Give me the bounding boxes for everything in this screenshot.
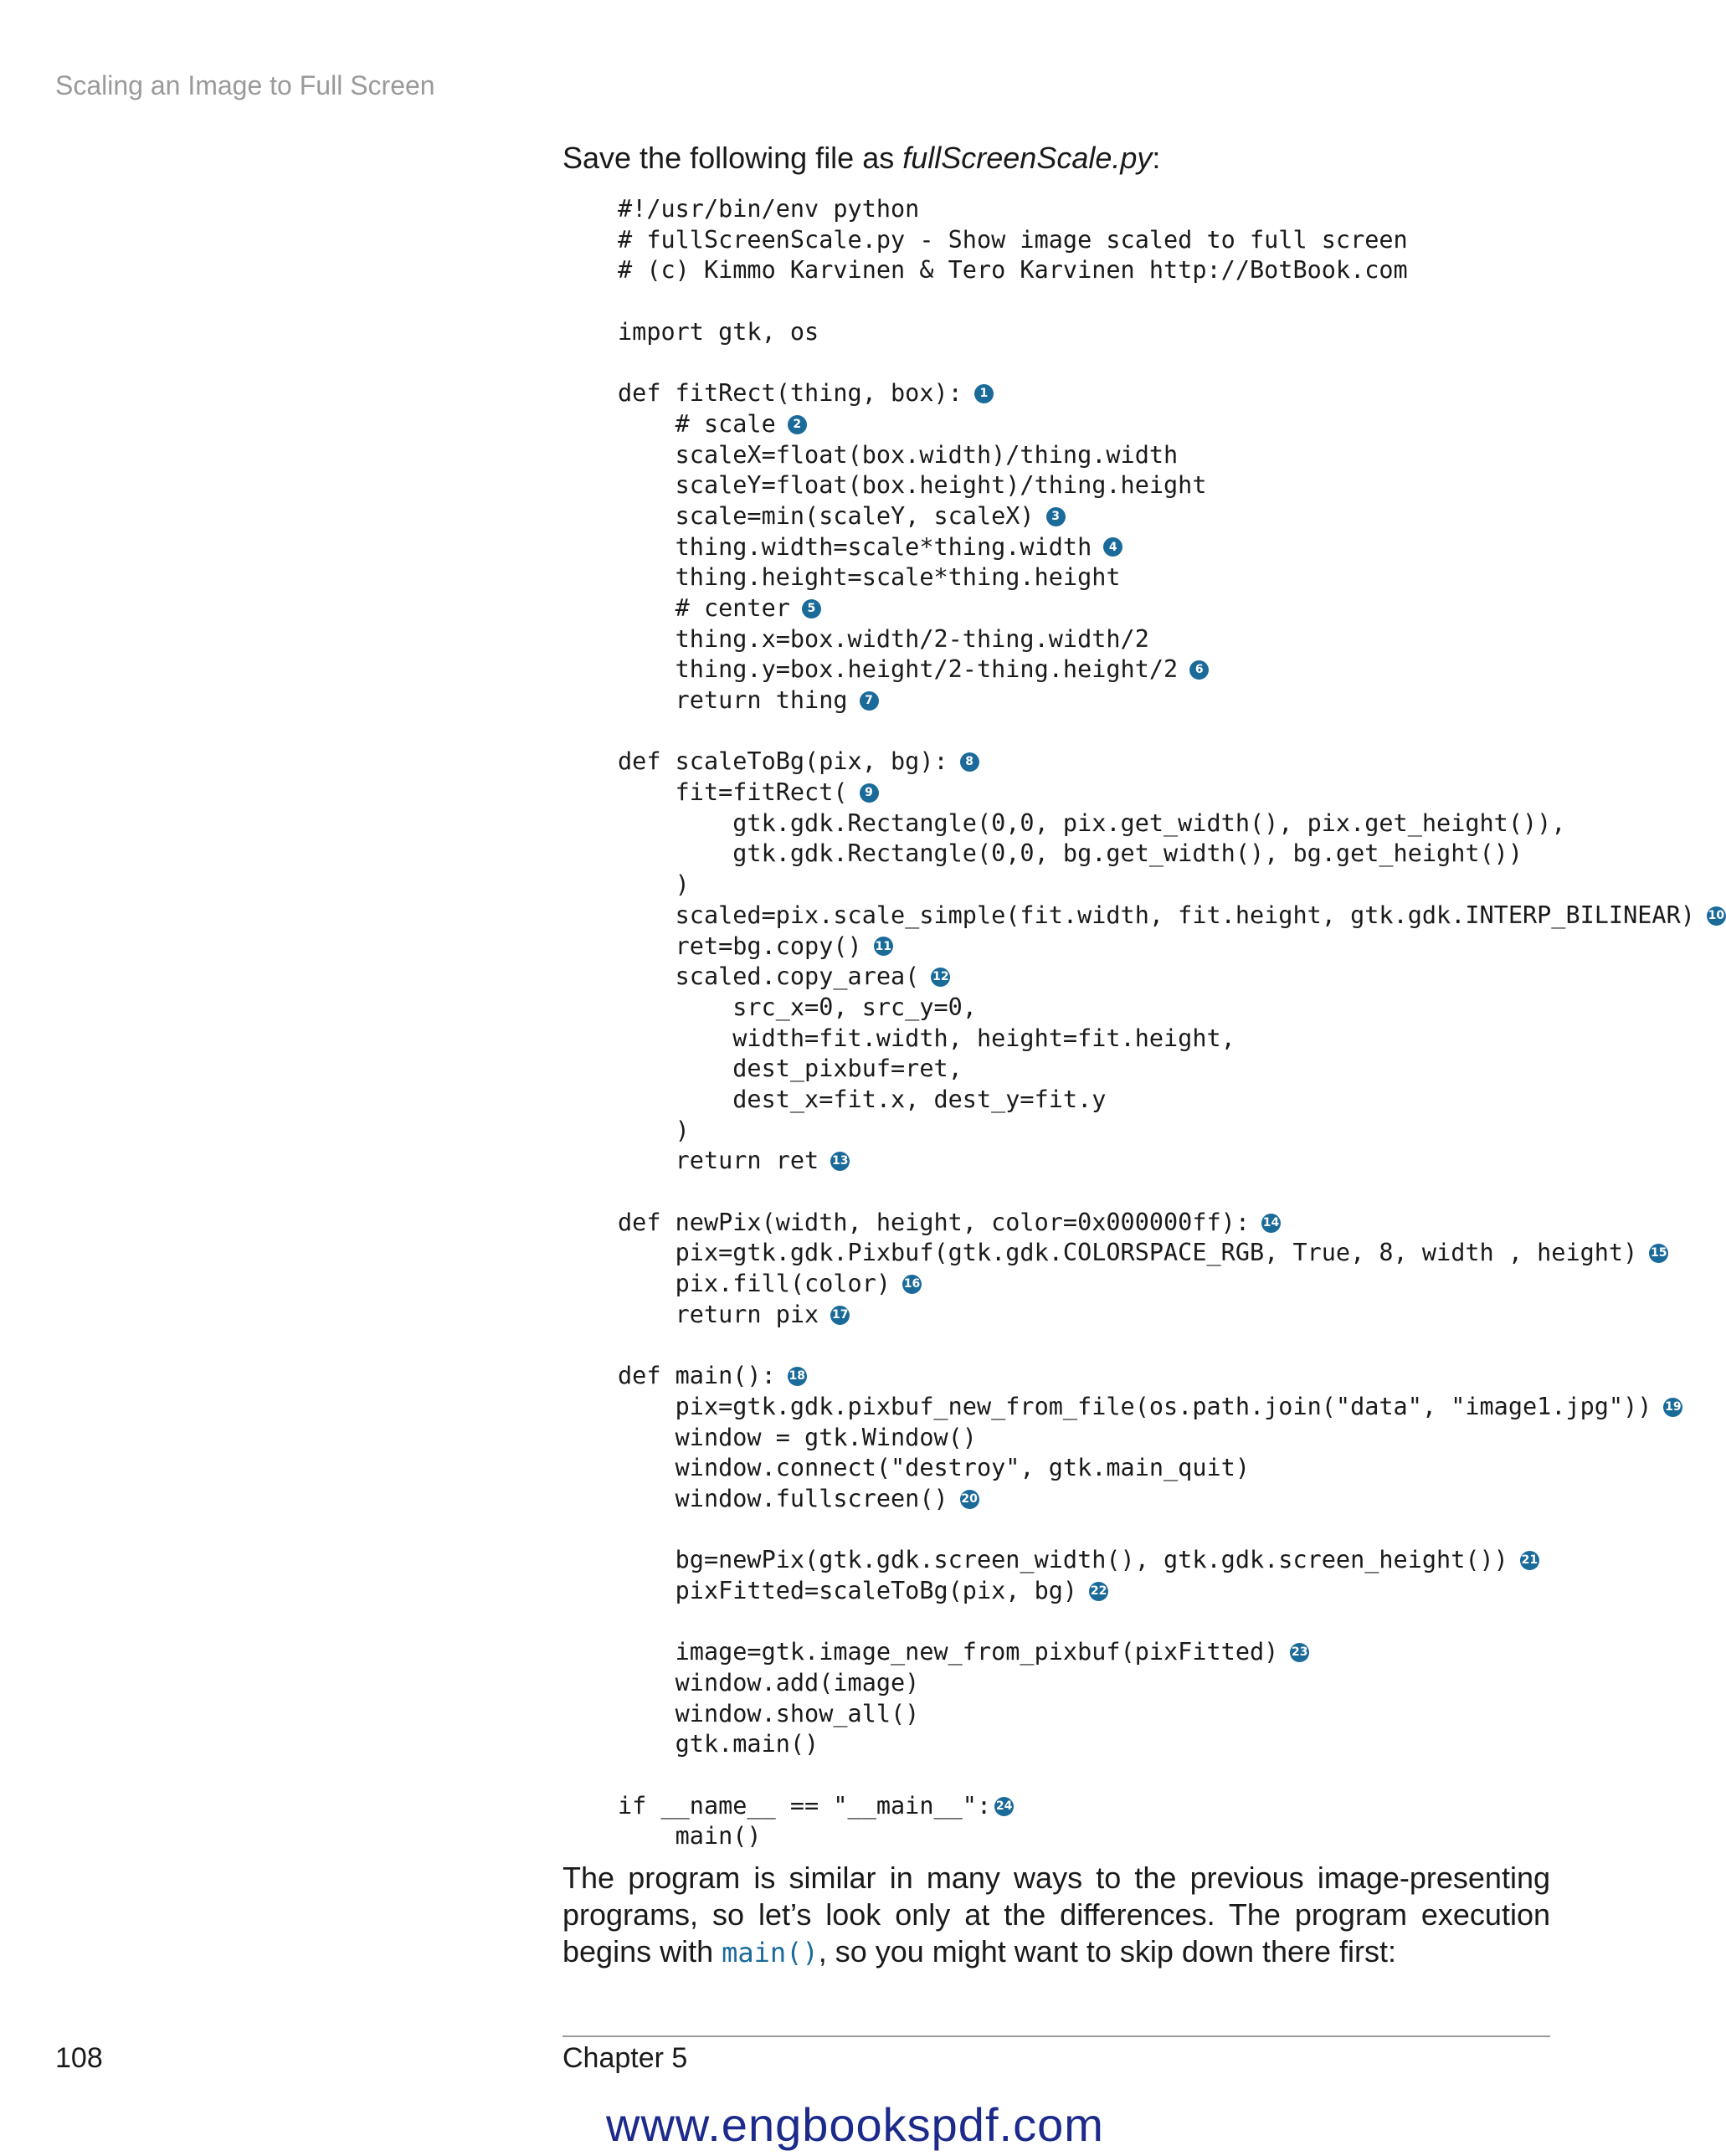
code-line: [618, 685, 1726, 716]
code-text: ): [618, 870, 690, 899]
code-text: pix.fill(color): [618, 1270, 891, 1298]
code-text: pix=gtk.gdk.Pixbuf(gtk.gdk.COLORSPACE_RGB, True, 8, width , height): [618, 1239, 1638, 1267]
code-text: # (c) Kimmo Karvinen & Tero Karvinen http://BotBook.com: [618, 256, 1408, 285]
code-line: [618, 1208, 1726, 1239]
code-line: [618, 962, 1726, 993]
code-line: [618, 716, 1726, 747]
code-text: #!/usr/bin/env python: [618, 195, 920, 223]
code-listing: [618, 194, 1726, 1852]
code-text: pix=gtk.gdk.pixbuf_new_from_file(os.path.join("data", "image1.jpg")): [618, 1392, 1652, 1420]
callout-number: 10: [1707, 906, 1726, 926]
code-line: [618, 1330, 1726, 1361]
code-line: [618, 1729, 1726, 1760]
code-line: [618, 1300, 1726, 1331]
code-text: image=gtk.image_new_from_pixbuf(pixFitted): [618, 1638, 1279, 1666]
code-text: # scale: [618, 409, 776, 438]
code-text: src_x=0, src_y=0,: [618, 993, 977, 1021]
code-line: [618, 1484, 1726, 1515]
code-text: def fitRect(thing, box):: [618, 379, 963, 408]
callout-number: 7: [860, 691, 879, 711]
code-text: # center: [618, 593, 790, 622]
code-text: dest_x=fit.x, dest_y=fit.y: [618, 1085, 1107, 1113]
intro-sentence: [562, 141, 1160, 176]
callout-number: 9: [860, 783, 879, 803]
callout-number: 12: [931, 968, 950, 987]
callout-number: 21: [1520, 1551, 1539, 1570]
code-text: scaleX=float(box.width)/thing.width: [618, 440, 1179, 469]
code-text: def scaleToBg(pix, bg):: [618, 747, 948, 776]
watermark: www.engbookspdf.com: [606, 2098, 1104, 2151]
paragraph-text-after: , so you might want to skip down there first:: [818, 1934, 1397, 1969]
callout-number: 24: [994, 1797, 1014, 1816]
code-line: [618, 1361, 1726, 1392]
code-line: [618, 1085, 1726, 1116]
code-text: pixFitted=scaleToBg(pix, bg): [618, 1576, 1078, 1604]
code-line: [618, 870, 1726, 901]
code-text: width=fit.width, height=fit.height,: [618, 1024, 1235, 1052]
callout-number: 20: [960, 1490, 979, 1509]
code-line: [618, 532, 1726, 563]
code-line: [618, 1146, 1726, 1177]
code-line: [618, 1177, 1726, 1208]
page-number: 108: [55, 2042, 103, 2074]
code-line: [618, 1116, 1726, 1147]
code-line: [618, 409, 1726, 440]
code-line: [618, 470, 1726, 501]
code-text: scaled.copy_area(: [618, 963, 920, 991]
footer-rule: [562, 2035, 1550, 2037]
code-line: [618, 624, 1726, 655]
callout-number: 19: [1663, 1398, 1682, 1417]
code-text: fit=fitRect(: [618, 778, 848, 807]
callout-number: 11: [874, 937, 893, 956]
code-line: [618, 1576, 1726, 1607]
code-line: [618, 654, 1726, 685]
callout-number: 22: [1089, 1582, 1108, 1601]
code-line: [618, 1545, 1726, 1576]
code-text: bg=newPix(gtk.gdk.screen_width(), gtk.gdk.screen_height()): [618, 1546, 1508, 1574]
code-text: window.connect("destroy", gtk.main_quit): [618, 1454, 1250, 1482]
callout-number: 15: [1649, 1244, 1668, 1263]
code-line: [618, 286, 1726, 317]
code-line: [618, 1699, 1726, 1730]
intro-prefix: Save the following file as: [562, 141, 903, 175]
code-line: [618, 1423, 1726, 1454]
code-line: [618, 1238, 1726, 1269]
callout-number: 4: [1103, 537, 1122, 557]
code-text: # fullScreenScale.py - Show image scaled to full screen: [618, 225, 1408, 254]
code-text: def newPix(width, height, color=0x000000ff):: [618, 1208, 1250, 1236]
code-line: [618, 194, 1726, 225]
code-text: gtk.main(): [618, 1730, 819, 1758]
code-line: [618, 1607, 1726, 1638]
code-line: [618, 1453, 1726, 1484]
code-text: return pix: [618, 1300, 819, 1328]
chapter-label: Chapter 5: [562, 2042, 688, 2074]
code-line: [618, 1269, 1726, 1300]
code-line: [618, 839, 1726, 870]
code-text: def main():: [618, 1362, 776, 1390]
code-text: scaled=pix.scale_simple(fit.width, fit.height, gtk.gdk.INTERP_BILINEAR): [618, 901, 1695, 929]
code-text: gtk.gdk.Rectangle(0,0, bg.get_width(), bg.get_height()): [618, 839, 1523, 868]
inline-code-main: main(): [722, 1937, 819, 1969]
code-line: [618, 1668, 1726, 1699]
code-line: [618, 1515, 1726, 1546]
code-text: window.add(image): [618, 1669, 920, 1697]
intro-filename: fullScreenScale.py: [902, 141, 1153, 175]
callout-number: 5: [802, 599, 821, 619]
callout-number: 14: [1261, 1214, 1281, 1233]
code-line: [618, 901, 1726, 932]
running-head: Scaling an Image to Full Screen: [55, 70, 435, 100]
code-line: [618, 1791, 1726, 1822]
callout-number: 3: [1046, 507, 1066, 526]
code-line: [618, 501, 1726, 532]
code-line: [618, 225, 1726, 256]
callout-number: 13: [830, 1152, 850, 1171]
code-line: [618, 1821, 1726, 1852]
code-text: import gtk, os: [618, 317, 819, 346]
code-line: [618, 1760, 1726, 1791]
code-text: return ret: [618, 1147, 819, 1175]
callout-number: 17: [830, 1306, 850, 1325]
code-line: [618, 378, 1726, 409]
code-text: thing.x=box.width/2-thing.width/2: [618, 624, 1149, 653]
code-text: scale=min(scaleY, scaleX): [618, 501, 1035, 530]
code-text: gtk.gdk.Rectangle(0,0, pix.get_width(), pix.get_height()),: [618, 808, 1566, 837]
code-line: [618, 317, 1726, 348]
body-paragraph: [562, 1860, 1550, 1971]
callout-number: 23: [1290, 1643, 1309, 1662]
intro-suffix: :: [1152, 141, 1161, 175]
code-text: thing.height=scale*thing.height: [618, 563, 1121, 592]
code-text: window = gtk.Window(): [618, 1423, 977, 1451]
code-text: if __name__ == "__main__":: [618, 1791, 992, 1820]
code-text: thing.y=box.height/2-thing.height/2: [618, 655, 1179, 684]
code-line: [618, 440, 1726, 471]
callout-number: 18: [788, 1367, 807, 1386]
callout-number: 2: [788, 415, 807, 434]
callout-number: 6: [1189, 660, 1209, 680]
code-text: ret=bg.copy(): [618, 932, 862, 960]
callout-number: 16: [902, 1275, 922, 1294]
code-line: [618, 1024, 1726, 1055]
code-text: main(): [618, 1822, 762, 1851]
code-line: [618, 593, 1726, 624]
paragraph-text-before: The program is similar in many ways to the previous image-presenting programs, so let’s look only at the differences. The program execution begins with: [562, 1861, 1550, 1969]
code-text: dest_pixbuf=ret,: [618, 1055, 963, 1083]
code-text: ): [618, 1116, 690, 1144]
code-text: window.show_all(): [618, 1699, 920, 1727]
callout-number: 1: [974, 384, 994, 403]
code-text: thing.width=scale*thing.width: [618, 532, 1092, 561]
code-line: [618, 747, 1726, 778]
code-text: scaleY=float(box.height)/thing.height: [618, 471, 1207, 500]
code-line: [618, 255, 1726, 286]
code-line: [618, 562, 1726, 593]
code-line: [618, 993, 1726, 1024]
code-line: [618, 808, 1726, 839]
code-line: [618, 778, 1726, 808]
code-line: [618, 1637, 1726, 1668]
callout-number: 8: [960, 752, 979, 772]
code-line: [618, 347, 1726, 378]
code-line: [618, 932, 1726, 963]
code-line: [618, 1392, 1726, 1423]
code-text: return thing: [618, 686, 848, 714]
code-line: [618, 1054, 1726, 1085]
code-text: window.fullscreen(): [618, 1484, 948, 1512]
